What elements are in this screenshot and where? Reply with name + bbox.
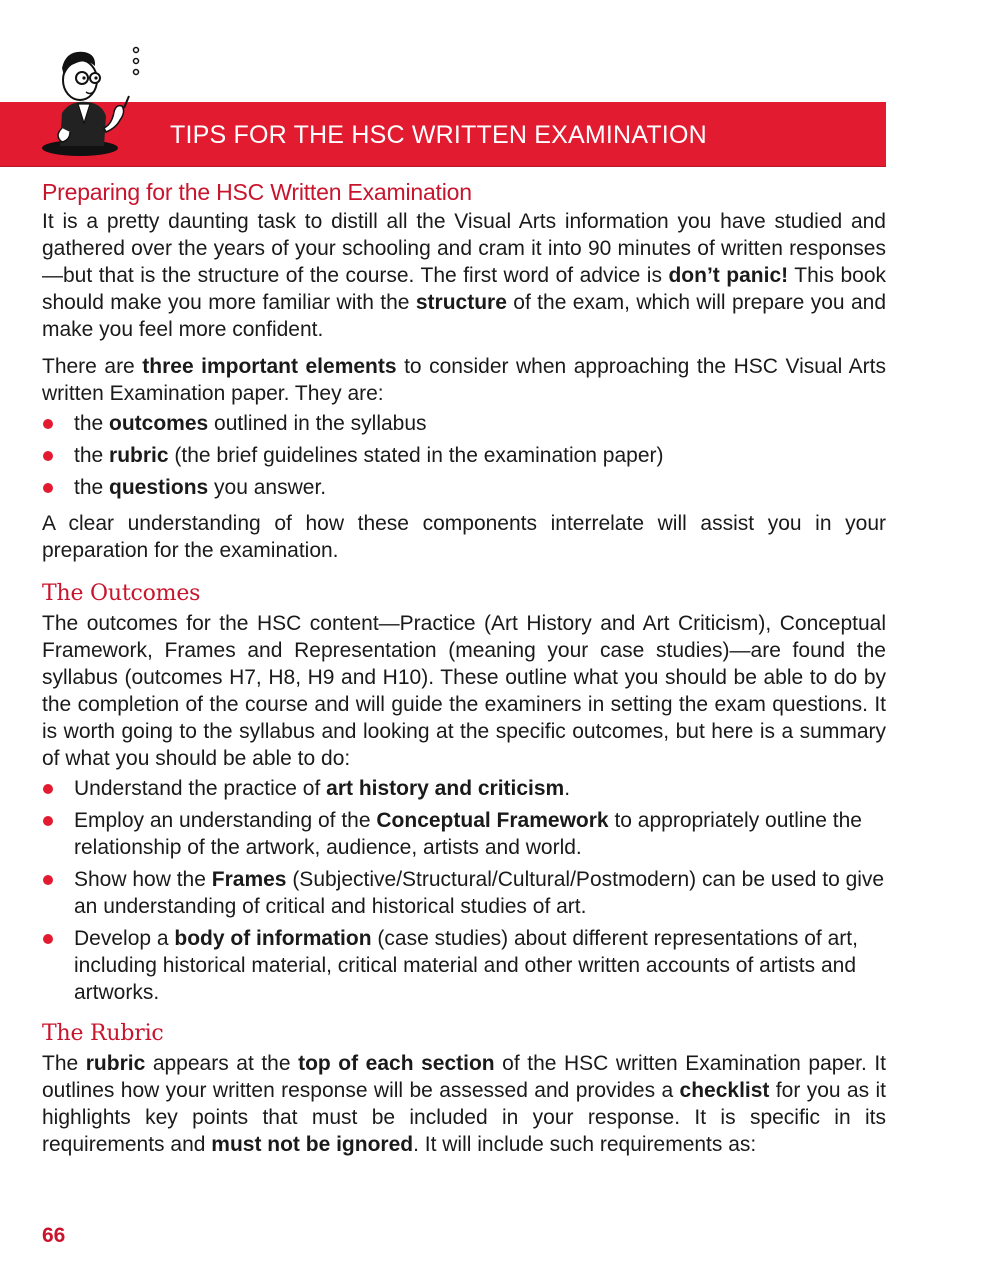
list-item: Employ an understanding of the Conceptual Framework to appropriately outline the relationship of the artwork, audience, artists and world. (42, 807, 886, 861)
paragraph-rubric: The rubric appears at the top of each section of the HSC written Examination paper. It outlines how your written response will be assessed and provides a checklist for you as it highlights key points that must be included in your response. It is specific in its requirements and must not be ignored. It will include such requirements as: (42, 1052, 887, 1156)
bullet-dot-icon (43, 451, 53, 461)
page-content (42, 176, 886, 1168)
list-item: the outcomes outlined in the syllabus (42, 410, 886, 437)
heading-rubric: The Rubric (42, 1021, 164, 1046)
list-item: the rubric (the brief guidelines stated in the examination paper) (42, 442, 886, 469)
list-item: the questions you answer. (42, 474, 886, 501)
bullet-dot-icon (43, 816, 53, 826)
bullet-dot-icon (43, 934, 53, 944)
bullet-dot-icon (43, 419, 53, 429)
bullet-dot-icon (43, 875, 53, 885)
heading-outcomes: The Outcomes (42, 581, 201, 606)
paragraph-intro: It is a pretty daunting task to distill all the Visual Arts information you have studied and gathered over the years of your schooling and cram it into 90 minutes of written responses—but that is the structure of the course. The first word of advice is don’t panic! This book should make you more familiar with the structure of the exam, which will prepare you and make you feel more confident. (42, 210, 887, 341)
thinking-man-mascot-icon (40, 28, 150, 158)
list-item: Show how the Frames (Subjective/Structural/Cultural/Postmodern) can be used to give an understanding of critical and historical studies of art. (42, 866, 886, 920)
list-item: Develop a body of information (case studies) about different representations of art, including historical material, critical material and other written accounts of artists and artworks. (42, 925, 886, 1006)
elements-list (42, 410, 886, 501)
banner-title: TIPS FOR THE HSC WRITTEN EXAMINATION (170, 121, 707, 149)
heading-preparing: Preparing for the HSC Written Examination (42, 179, 472, 205)
page-number: 66 (42, 1224, 66, 1247)
paragraph-three-elements: There are three important elements to consider when approaching the HSC Visual Arts written Examination paper. They are: (42, 355, 886, 405)
paragraph-closing: A clear understanding of how these components interrelate will assist you in your preparation for the examination. (42, 512, 886, 562)
bullet-dot-icon (43, 483, 53, 493)
list-item: Understand the practice of art history and criticism. (42, 775, 886, 802)
outcomes-list (42, 775, 886, 1006)
bullet-dot-icon (43, 784, 53, 794)
paragraph-outcomes: The outcomes for the HSC content—Practice (Art History and Art Criticism), Conceptual Framework, Frames and Representation (meaning your case studies)—are found the syllabus (outcomes H7, H8, H9 and H10). These outline what you should be able to do by the completion of the course and will guide the examiners in setting the exam questions. It is worth going to the syllabus and looking at the specific outcomes, but here is a summary of what you should be able to do: (42, 612, 886, 770)
